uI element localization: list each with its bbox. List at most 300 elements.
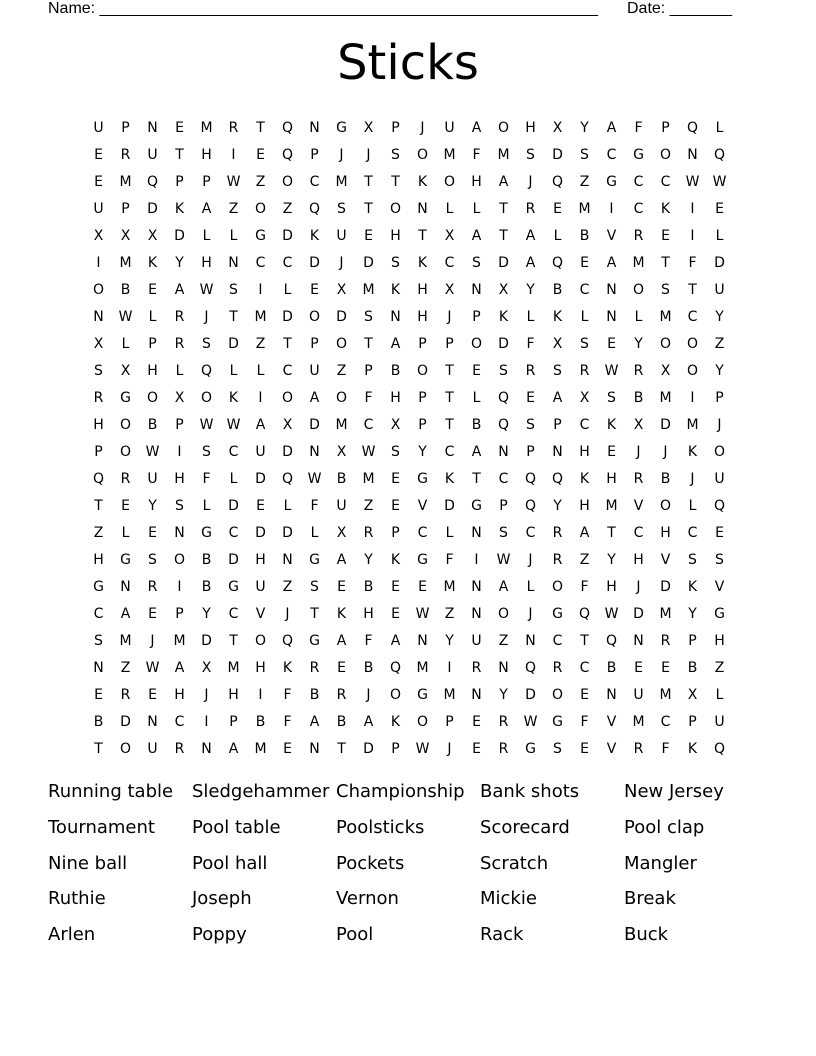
grid-letter: D (282, 228, 293, 244)
grid-letter: E (526, 390, 535, 406)
grid-letter: E (256, 498, 265, 514)
grid-letter: G (606, 174, 617, 190)
grid-letter: C (93, 606, 104, 622)
word-list-item: Pool clap (624, 816, 705, 838)
grid-letter: H (714, 633, 725, 649)
grid-letter: M (227, 660, 240, 676)
grid-letter: W (712, 174, 727, 190)
grid-letter: R (174, 741, 185, 757)
grid-letter: O (416, 147, 429, 163)
grid-letter: U (309, 363, 320, 379)
grid-letter: P (526, 444, 535, 460)
grid-letter: K (282, 660, 293, 676)
grid-letter: H (525, 120, 536, 136)
grid-letter: O (632, 282, 645, 298)
word-list-item: Rack (480, 924, 524, 946)
grid-letter: A (309, 714, 320, 730)
grid-letter: F (283, 687, 292, 703)
grid-letter: J (447, 309, 452, 325)
grid-letter: L (121, 525, 130, 541)
grid-letter: T (607, 525, 616, 541)
grid-letter: O (686, 363, 699, 379)
grid-letter: G (309, 633, 320, 649)
grid-letter: E (607, 336, 616, 352)
grid-letter: B (687, 660, 698, 676)
grid-letter: W (523, 714, 538, 730)
grid-letter: V (417, 498, 428, 514)
grid-letter: U (255, 579, 266, 595)
grid-letter: E (94, 687, 103, 703)
grid-letter: Z (714, 336, 725, 352)
grid-letter: U (147, 147, 158, 163)
grid-letter: W (145, 660, 160, 676)
grid-letter: O (497, 606, 510, 622)
grid-letter: B (660, 471, 671, 487)
word-list-item: Pool hall (192, 852, 268, 874)
grid-letter: P (310, 336, 319, 352)
grid-letter: T (364, 201, 373, 217)
grid-letter: F (364, 390, 373, 406)
grid-letter: R (633, 471, 644, 487)
grid-letter: Y (688, 606, 697, 622)
grid-letter: I (690, 390, 695, 406)
grid-letter: J (204, 309, 209, 325)
grid-letter: G (552, 606, 563, 622)
word-list-item: New Jersey (624, 781, 724, 802)
grid-letter: P (121, 201, 130, 217)
grid-letter: T (175, 147, 184, 163)
grid-letter: P (418, 417, 427, 433)
grid-letter: Q (713, 741, 726, 757)
grid-letter: D (228, 552, 239, 568)
grid-letter: S (310, 579, 319, 595)
grid-letter: X (687, 687, 698, 703)
grid-letter: O (92, 282, 105, 298)
grid-letter: J (528, 174, 533, 190)
grid-letter: G (255, 228, 266, 244)
grid-letter: U (714, 282, 725, 298)
grid-letter: A (606, 120, 617, 136)
grid-letter: P (364, 363, 373, 379)
grid-letter: I (258, 687, 263, 703)
grid-letter: X (93, 228, 104, 244)
grid-letter: W (361, 444, 376, 460)
grid-letter: H (255, 660, 266, 676)
grid-letter: B (201, 579, 212, 595)
grid-letter: D (336, 309, 347, 325)
grid-letter: L (553, 228, 562, 244)
grid-letter: U (255, 444, 266, 460)
grid-letter: V (255, 606, 266, 622)
grid-letter: S (202, 336, 211, 352)
grid-letter: C (174, 714, 185, 730)
grid-letter: C (228, 444, 239, 460)
grid-letter: K (147, 255, 158, 271)
grid-letter: Y (202, 606, 211, 622)
grid-letter: O (119, 741, 132, 757)
grid-letter: M (416, 660, 429, 676)
grid-letter: D (228, 498, 239, 514)
grid-letter: Y (634, 336, 643, 352)
grid-letter: S (364, 309, 373, 325)
grid-letter: L (202, 498, 211, 514)
grid-letter: W (226, 417, 241, 433)
grid-letter: Q (389, 660, 402, 676)
word-list-item: Pool table (192, 816, 281, 838)
grid-letter: H (660, 525, 671, 541)
grid-letter: J (447, 741, 452, 757)
grid-letter: X (363, 120, 374, 136)
grid-letter: H (174, 687, 185, 703)
header (48, 0, 748, 20)
grid-letter: L (229, 363, 238, 379)
grid-letter: R (552, 525, 563, 541)
grid-letter: M (632, 255, 645, 271)
grid-letter: D (525, 687, 536, 703)
word-list-item: Buck (624, 924, 669, 946)
grid-letter: A (390, 336, 401, 352)
grid-letter: P (472, 309, 481, 325)
grid-letter: X (660, 363, 671, 379)
grid-letter: D (201, 633, 212, 649)
grid-letter: G (552, 714, 563, 730)
grid-letter: L (445, 525, 454, 541)
grid-letter: M (659, 687, 672, 703)
grid-letter: O (416, 363, 429, 379)
grid-letter: S (526, 147, 535, 163)
word-list-item: Scratch (480, 852, 549, 874)
grid-letter: O (119, 417, 132, 433)
grid-letter: I (690, 228, 695, 244)
grid-letter: P (148, 336, 157, 352)
grid-letter: E (121, 498, 130, 514)
grid-letter: F (580, 579, 589, 595)
grid-letter: P (418, 390, 427, 406)
grid-letter: W (145, 444, 160, 460)
grid-letter: P (499, 498, 508, 514)
grid-letter: F (688, 255, 697, 271)
grid-letter: U (336, 228, 347, 244)
grid-letter: X (579, 390, 590, 406)
grid-letter: T (499, 201, 508, 217)
word-list-item: Sledgehammer (192, 781, 330, 802)
grid-letter: H (201, 147, 212, 163)
grid-letter: Q (281, 633, 294, 649)
grid-letter: H (201, 255, 212, 271)
word-list-item: Ruthie (48, 888, 106, 910)
grid-letter: K (417, 174, 428, 190)
grid-letter: A (336, 552, 347, 568)
grid-letter: C (282, 255, 293, 271)
grid-letter: X (633, 417, 644, 433)
grid-letter: T (391, 174, 400, 190)
grid-letter: N (417, 201, 428, 217)
grid-letter: P (445, 714, 454, 730)
grid-letter: Q (551, 174, 564, 190)
grid-letter: Y (580, 120, 589, 136)
grid-letter: I (177, 444, 182, 460)
grid-letter: H (228, 687, 239, 703)
grid-letter: R (120, 687, 131, 703)
grid-letter: P (391, 741, 400, 757)
grid-letter: N (390, 309, 401, 325)
grid-letter: J (285, 606, 290, 622)
grid-letter: M (605, 498, 618, 514)
grid-letter: O (713, 444, 726, 460)
grid-letter: Q (497, 417, 510, 433)
grid-letter: D (714, 255, 725, 271)
grid-letter: U (714, 471, 725, 487)
grid-letter: S (607, 390, 616, 406)
grid-letter: J (528, 552, 533, 568)
grid-letter: L (472, 201, 481, 217)
grid-letter: C (552, 633, 563, 649)
grid-letter: H (93, 417, 104, 433)
grid-letter: L (256, 363, 265, 379)
grid-letter: N (606, 309, 617, 325)
grid-letter: T (94, 741, 103, 757)
grid-letter: T (283, 336, 292, 352)
grid-letter: N (417, 633, 428, 649)
letter-grid (85, 115, 733, 763)
grid-letter: M (443, 147, 456, 163)
grid-letter: X (120, 363, 131, 379)
grid-letter: V (606, 228, 617, 244)
grid-letter: N (471, 282, 482, 298)
grid-letter: O (308, 309, 321, 325)
grid-letter: K (228, 390, 239, 406)
word-list-item: Pockets (336, 852, 405, 874)
grid-letter: T (445, 363, 454, 379)
grid-letter: N (282, 552, 293, 568)
grid-letter: E (472, 363, 481, 379)
grid-letter: G (228, 579, 239, 595)
grid-letter: N (471, 579, 482, 595)
grid-letter: K (660, 201, 671, 217)
grid-letter: J (663, 444, 668, 460)
grid-letter: D (552, 147, 563, 163)
grid-letter: P (175, 174, 184, 190)
grid-letter: A (552, 390, 563, 406)
grid-letter: A (579, 525, 590, 541)
grid-letter: W (118, 309, 133, 325)
grid-letter: A (525, 228, 536, 244)
grid-letter: D (498, 255, 509, 271)
grid-letter: O (497, 120, 510, 136)
grid-letter: G (417, 552, 428, 568)
grid-letter: D (309, 417, 320, 433)
grid-letter: Z (120, 660, 131, 676)
grid-letter: P (418, 336, 427, 352)
grid-letter: T (310, 606, 319, 622)
grid-letter: R (147, 579, 158, 595)
grid-letter: L (283, 282, 292, 298)
grid-letter: X (390, 417, 401, 433)
grid-letter: W (415, 741, 430, 757)
grid-letter: Z (579, 552, 590, 568)
grid-letter: C (255, 255, 266, 271)
grid-letter: L (283, 498, 292, 514)
grid-letter: Q (281, 120, 294, 136)
grid-letter: A (471, 444, 482, 460)
grid-letter: Q (713, 147, 726, 163)
grid-letter: N (147, 120, 158, 136)
grid-letter: X (336, 444, 347, 460)
grid-letter: C (633, 174, 644, 190)
grid-letter: B (336, 471, 347, 487)
grid-letter: M (254, 309, 267, 325)
grid-letter: E (661, 660, 670, 676)
grid-letter: O (281, 174, 294, 190)
grid-letter: T (688, 282, 697, 298)
grid-letter: K (390, 714, 401, 730)
grid-letter: T (661, 255, 670, 271)
grid-letter: L (310, 525, 319, 541)
grid-letter: I (690, 201, 695, 217)
grid-letter: E (337, 660, 346, 676)
grid-letter: N (471, 687, 482, 703)
grid-letter: E (580, 255, 589, 271)
grid-letter: R (363, 525, 374, 541)
grid-letter: R (228, 120, 239, 136)
grid-letter: W (199, 417, 214, 433)
grid-letter: T (229, 309, 238, 325)
grid-letter: O (146, 390, 159, 406)
grid-letter: C (660, 714, 671, 730)
grid-letter: X (552, 336, 563, 352)
grid-letter: F (364, 633, 373, 649)
grid-letter: O (389, 201, 402, 217)
grid-letter: J (339, 147, 344, 163)
grid-letter: X (174, 390, 185, 406)
grid-letter: N (228, 255, 239, 271)
grid-letter: L (229, 471, 238, 487)
grid-letter: U (336, 498, 347, 514)
grid-letter: W (604, 606, 619, 622)
grid-letter: N (147, 714, 158, 730)
grid-letter: C (444, 444, 455, 460)
word-list-item: Vernon (336, 888, 399, 910)
grid-letter: E (175, 120, 184, 136)
grid-letter: A (174, 660, 185, 676)
word-list-item: Championship (336, 781, 465, 802)
grid-letter: D (660, 579, 671, 595)
grid-letter: D (633, 606, 644, 622)
grid-letter: H (93, 552, 104, 568)
grid-letter: J (528, 606, 533, 622)
grid-letter: O (659, 498, 672, 514)
grid-letter: B (147, 417, 158, 433)
grid-letter: Q (524, 471, 537, 487)
grid-letter: O (335, 390, 348, 406)
grid-letter: N (174, 525, 185, 541)
grid-letter: S (688, 552, 697, 568)
word-list-item: Poppy (192, 924, 247, 946)
grid-letter: R (120, 147, 131, 163)
grid-letter: H (390, 228, 401, 244)
grid-letter: X (336, 525, 347, 541)
grid-letter: M (362, 471, 375, 487)
grid-letter: Z (714, 660, 725, 676)
grid-letter: R (309, 660, 320, 676)
grid-letter: E (607, 444, 616, 460)
grid-letter: R (525, 201, 536, 217)
grid-letter: M (119, 633, 132, 649)
grid-letter: D (309, 255, 320, 271)
word-list-item: Running table (48, 781, 174, 802)
grid-letter: R (525, 363, 536, 379)
grid-letter: Y (364, 552, 373, 568)
grid-letter: P (445, 336, 454, 352)
grid-letter: A (309, 390, 320, 406)
grid-letter: U (471, 633, 482, 649)
grid-letter: Q (146, 174, 159, 190)
grid-letter: D (444, 498, 455, 514)
grid-letter: J (636, 444, 641, 460)
grid-letter: C (417, 525, 428, 541)
grid-letter: N (471, 525, 482, 541)
grid-letter: P (310, 147, 319, 163)
grid-letter: K (498, 309, 509, 325)
grid-letter: R (93, 390, 104, 406)
grid-letter: J (366, 687, 371, 703)
grid-letter: O (470, 336, 483, 352)
grid-letter: P (391, 120, 400, 136)
grid-letter: O (659, 336, 672, 352)
grid-letter: O (443, 174, 456, 190)
grid-letter: L (202, 228, 211, 244)
grid-letter: M (173, 633, 186, 649)
grid-letter: D (282, 525, 293, 541)
grid-letter: N (498, 444, 509, 460)
grid-letter: I (474, 552, 479, 568)
grid-letter: R (174, 309, 185, 325)
grid-letter: B (255, 714, 266, 730)
grid-letter: K (552, 309, 563, 325)
grid-letter: Y (607, 552, 616, 568)
grid-letter: N (201, 741, 212, 757)
page-title: Sticks (337, 35, 479, 91)
grid-letter: F (310, 498, 319, 514)
grid-letter: D (255, 525, 266, 541)
grid-letter: E (634, 660, 643, 676)
grid-letter: V (714, 579, 725, 595)
grid-letter: S (715, 552, 724, 568)
grid-letter: C (309, 174, 320, 190)
grid-letter: B (363, 579, 374, 595)
grid-letter: X (336, 282, 347, 298)
grid-letter: R (498, 741, 509, 757)
grid-letter: J (150, 633, 155, 649)
word-list-item: Arlen (48, 924, 96, 946)
grid-letter: E (472, 741, 481, 757)
grid-letter: A (606, 255, 617, 271)
grid-letter: S (148, 552, 157, 568)
grid-letter: H (174, 471, 185, 487)
grid-letter: L (526, 309, 535, 325)
grid-letter: K (687, 579, 698, 595)
grid-letter: B (201, 552, 212, 568)
grid-letter: Z (498, 633, 509, 649)
grid-letter: A (201, 201, 212, 217)
grid-letter: S (580, 336, 589, 352)
grid-letter: C (363, 417, 374, 433)
grid-letter: D (363, 741, 374, 757)
grid-letter: A (255, 417, 266, 433)
grid-letter: W (199, 282, 214, 298)
grid-letter: P (715, 390, 724, 406)
grid-letter: U (444, 120, 455, 136)
